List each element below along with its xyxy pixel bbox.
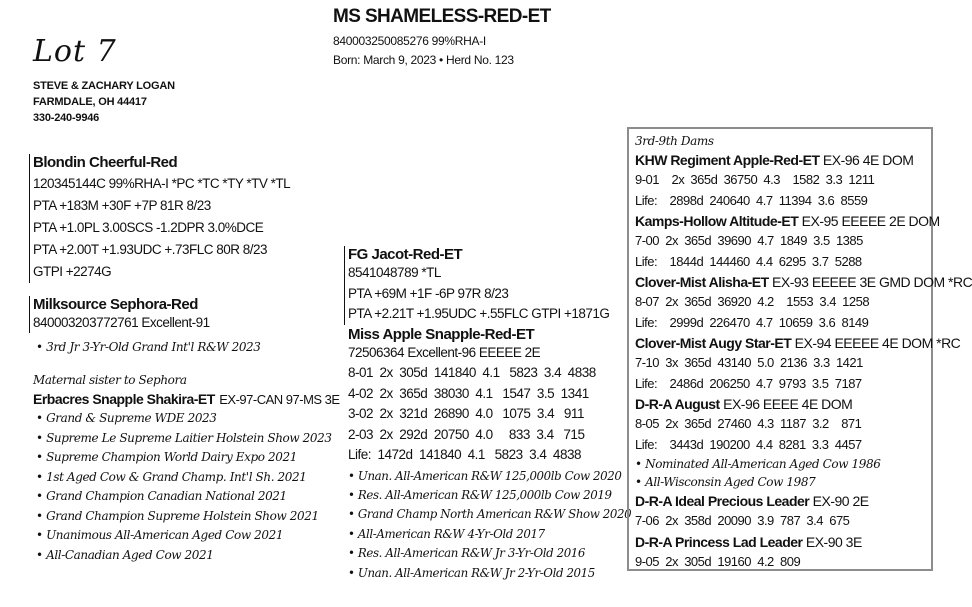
granddam-block [348, 326, 631, 583]
dam-entry-record: 9-01 2x 365d 36750 4.3 1582 3.3 1211 [635, 172, 875, 187]
dam-entry-header [635, 532, 931, 552]
dam-honor: • 3rd Jr 3-Yr-Old Grand Int'l R&W 2023 [36, 340, 261, 354]
sister-honor: • All-Canadian Aged Cow 2021 [36, 547, 214, 562]
sister-name: Erbacres Snapple Shakira-ET [33, 391, 215, 407]
granddam-honor: • All-American R&W 4-Yr-Old 2017 [348, 526, 545, 541]
sister-honor: • Supreme Champion World Dairy Expo 2021 [36, 450, 297, 464]
dam-entry-record: Life: 3443d 190200 4.4 8281 3.3 4457 [635, 436, 862, 452]
sire-pta-line: GTPI +2274G [33, 264, 112, 279]
dam-entry-class: EX-96 4E DOM [819, 152, 914, 168]
dam-entry-record: Life: 2898d 240640 4.7 11394 3.6 8559 [635, 192, 868, 208]
sister-honor: • Supreme Le Supreme Laitier Holstein Show 2023 [36, 430, 332, 445]
sister-honor: • Grand Champion Supreme Holstein Show 2021 [36, 508, 319, 523]
sister-honors [36, 409, 332, 565]
dam-entry-honor: • All-Wisconsin Aged Cow 1987 [635, 475, 816, 489]
dam-entry-header [635, 333, 961, 353]
granddam-honor: • Res. All-American R&W 125,000lb Cow 2019 [348, 487, 612, 502]
dam-entry-header [635, 272, 972, 292]
granddam-id: 72506364 Excellent-96 EEEEE 2E [348, 345, 541, 360]
granddam-name: Miss Apple Snapple-Red-ET [348, 326, 535, 343]
dam-entry-name: D-R-A August [635, 396, 720, 412]
dams-box-heading: 3rd-9th Dams [635, 134, 714, 148]
dam-entry-record: 7-00 2x 365d 39690 4.7 1849 3.5 1385 [635, 233, 863, 248]
dam-entry-record: Life: 2999d 226470 4.7 10659 3.6 8149 [635, 314, 869, 330]
dam-entry-class: EX-95 EEEEE 2E DOM [798, 213, 940, 229]
sire-name: Blondin Cheerful-Red [33, 154, 178, 171]
sister-honor: • 1st Aged Cow & Grand Champ. Int'l Sh. 2021 [36, 469, 307, 484]
granddam-record: 3-02 2x 321d 26890 4.0 1075 3.4 911 [348, 406, 584, 421]
granddam-record: 4-02 2x 365d 38030 4.1 1547 3.5 1341 [348, 385, 589, 401]
dam-entry-record: Life: 2486d 206250 4.7 9793 3.5 7187 [635, 375, 862, 391]
granddam-record: 8-01 2x 305d 141840 4.1 5823 3.4 4838 [348, 365, 596, 380]
dam-name: Milksource Sephora-Red [33, 296, 198, 313]
dam-entry-record: Life: 1844d 144460 4.4 6295 3.7 5288 [635, 253, 862, 269]
dam-entry-name: Clover-Mist Augy Star-ET [635, 335, 792, 351]
sire-lines [33, 173, 290, 283]
mgs-pta-line: PTA +69M +1F -6P 97R 8/23 [348, 285, 509, 301]
sire-pta-line: PTA +1.0PL 3.00SCS -1.2DPR 3.0%DCE [33, 220, 264, 235]
dam-entry-name: KHW Regiment Apple-Red-ET [635, 152, 820, 168]
dam-id: 840003203772761 Excellent-91 [33, 315, 210, 330]
sister-intro: Maternal sister to Sephora [33, 373, 187, 387]
dam-entry-record: 7-06 2x 358d 20090 3.9 787 3.4 675 [635, 513, 850, 528]
granddam-honor: • Unan. All-American R&W Jr 2-Yr-Old 2015 [348, 565, 595, 580]
mgs-lines [348, 263, 609, 325]
dam-entry-name: Clover-Mist Alisha-ET [635, 274, 769, 290]
sister-honor: • Grand Champion Canadian National 2021 [36, 489, 287, 503]
granddam-honor: • Grand Champ North American R&W Show 2020 [348, 507, 632, 522]
lot-label: Lot 7 [33, 34, 117, 69]
dam-entry-class: EX-94 EEEEE 4E DOM *RC [791, 335, 961, 351]
dam-entry-header [635, 211, 940, 231]
dam-entry-class: EX-93 EEEEE 3E GMD DOM *RC [768, 274, 972, 290]
animal-id: 840003250085276 99%RHA-I [333, 34, 486, 48]
dam-entry-name: D-R-A Ideal Precious Leader [635, 493, 810, 509]
dam-entry-class: EX-90 3E [802, 533, 862, 550]
granddam-honor: • Unan. All-American R&W 125,000lb Cow 2020 [348, 468, 622, 483]
dam-entry-name: Kamps-Hollow Altitude-ET [635, 213, 799, 229]
mgs-block [344, 246, 609, 325]
sister-honor: • Unanimous All-American Aged Cow 2021 [36, 528, 284, 542]
dam-entry-honor: • Nominated All-American Aged Cow 1986 [635, 457, 881, 471]
mgs-name: FG Jacot-Red-ET [348, 246, 463, 263]
dams-list [635, 150, 972, 572]
granddam-honor: • Res. All-American R&W Jr 3-Yr-Old 2016 [348, 546, 586, 561]
dams-box [627, 127, 972, 571]
animal-name: MS SHAMELESS-RED-ET [333, 6, 551, 27]
granddam-records [348, 363, 631, 466]
dam-entry-name: D-R-A Princess Lad Leader [635, 533, 803, 550]
dam-entry-header [635, 150, 931, 170]
sire-pta-line: PTA +2.00T +1.93UDC +.73FLC 80R 8/23 [33, 242, 268, 257]
granddam-record: Life: 1472d 141840 4.1 5823 3.4 4838 [348, 447, 581, 462]
breeder-phone: 330-240-9946 [33, 112, 100, 124]
granddam-record: 2-03 2x 292d 20750 4.0 833 3.4 715 [348, 426, 585, 442]
mgs-pta-line: PTA +2.21T +1.95UDC +.55FLC GTPI +1871G [348, 306, 610, 321]
breeder-name: STEVE & ZACHARY LOGAN [33, 80, 175, 92]
breeder-city: FARMDALE, OH 44417 [33, 96, 147, 108]
mgs-pta-line: 8541048789 *TL [348, 265, 441, 280]
dam-entry-record: 9-05 2x 305d 19160 4.2 809 [635, 553, 801, 569]
dam-entry-record: 8-05 2x 365d 27460 4.3 1187 3.2 871 [635, 416, 862, 431]
dam-entry-record: 7-10 3x 365d 43140 5.0 2136 3.3 1421 [635, 355, 863, 370]
sister-honor: • Grand & Supreme WDE 2023 [36, 411, 217, 425]
dam-entry-class: EX-96 EEEE 4E DOM [719, 396, 853, 412]
dam-entry-header [635, 491, 931, 511]
dam-block [29, 296, 210, 333]
sire-pta-line: 120345144C 99%RHA-I *PC *TC *TY *TV *TL [33, 176, 291, 191]
dam-entry-header [635, 394, 931, 414]
granddam-honors [348, 467, 631, 583]
dam-entry-record: 8-07 2x 365d 36920 4.2 1553 3.4 1258 [635, 294, 870, 309]
sire-block [29, 154, 290, 283]
animal-born: Born: March 9, 2023 • Herd No. 123 [333, 53, 514, 67]
breeder-block [33, 78, 175, 126]
sister-header [33, 389, 340, 410]
sister-class: EX-97-CAN 97-MS 3E [219, 392, 340, 407]
sire-pta-line: PTA +183M +30F +7P 81R 8/23 [33, 198, 211, 213]
dam-entry-class: EX-90 2E [809, 493, 869, 509]
